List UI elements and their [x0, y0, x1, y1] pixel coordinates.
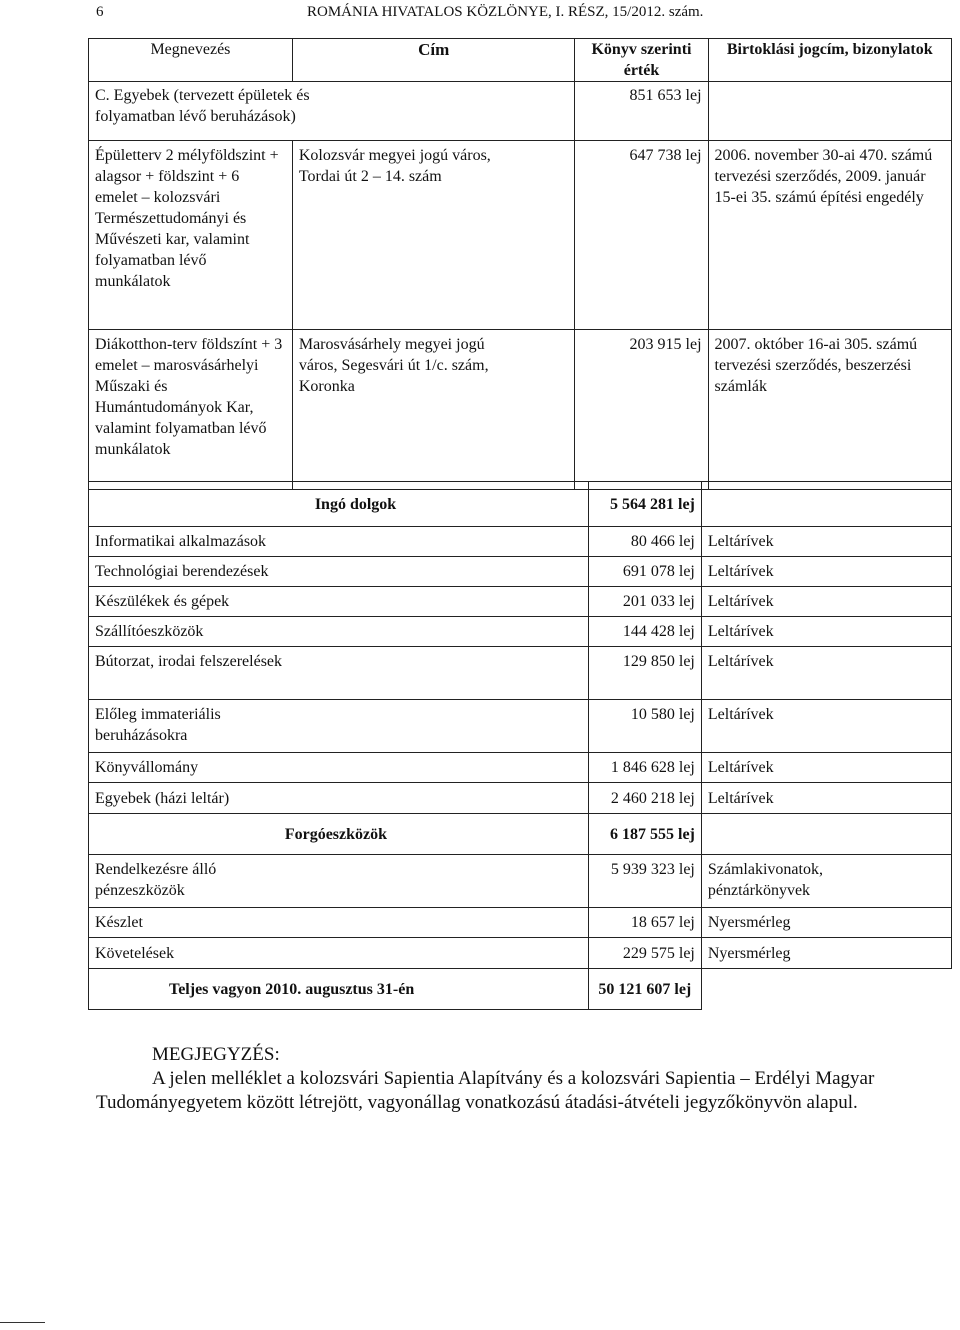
building-name: Épületterv 2 mélyföldszint + alagsor + földszint + 6 emelet – kolozsvári Természettudományi és Művészeti kar, valamint folyamatban lévő munkálatok	[89, 141, 293, 330]
movable-doc: Leltárívek	[701, 587, 951, 617]
movable-value: 144 428 lej	[588, 617, 701, 647]
current-asset-name: Követelések	[89, 938, 589, 969]
section-c-title: C. Egyebek (tervezett épületek és folyamatban lévő beruházások)	[89, 82, 575, 141]
current-assets-total-row	[89, 814, 952, 855]
movable-doc: Leltárívek	[701, 700, 951, 753]
table-row	[89, 700, 952, 753]
building-value: 647 738 lej	[575, 141, 708, 330]
movable-doc: Leltárívek	[701, 647, 951, 700]
movable-doc: Leltárívek	[701, 753, 951, 783]
current-asset-value: 18 657 lej	[588, 908, 701, 938]
table-row	[89, 855, 952, 908]
table-row	[89, 647, 952, 700]
current-asset-value: 5 939 323 lej	[588, 855, 701, 908]
table-row	[89, 753, 952, 783]
movable-doc: Leltárívek	[701, 783, 951, 814]
current-assets-total: 6 187 555 lej	[588, 814, 701, 855]
movable-name: Szállítóeszközök	[89, 617, 589, 647]
section-c-row	[89, 82, 952, 141]
table-header-row	[89, 39, 952, 82]
table-row	[89, 908, 952, 938]
table-row	[89, 783, 952, 814]
note-section	[96, 1043, 954, 1115]
col-header-address: Cím	[292, 39, 575, 82]
table-row	[89, 330, 952, 490]
building-address: Kolozsvár megyei jogú város, Tordai út 2 – 14. szám	[292, 141, 575, 330]
movable-doc: Leltárívek	[701, 617, 951, 647]
note-heading: MEGJEGYZÉS:	[152, 1044, 280, 1065]
table-row	[89, 587, 952, 617]
table-row	[89, 527, 952, 557]
movable-name: Bútorzat, irodai felszerelések	[89, 647, 589, 700]
assets-table-buildings	[88, 38, 952, 490]
section-c-value: 851 653 lej	[575, 82, 708, 141]
table-row	[89, 557, 952, 587]
movables-total-row	[89, 482, 952, 527]
movable-name: Egyebek (házi leltár)	[89, 783, 589, 814]
current-asset-name: Rendelkezésre álló pénzeszközök	[89, 855, 589, 908]
note-text: A jelen melléklet a kolozsvári Sapientia Alapítvány és a kolozsvári Sapientia – Erdélyi Magyar Tudományegyetem között létrejött, vagyonállag vonatkozású átadási-átvételi jegyzőkönyvön alapul.	[96, 1068, 875, 1113]
footer-rule	[0, 1322, 45, 1323]
current-asset-doc: Nyersmérleg	[701, 908, 951, 938]
table-row	[89, 617, 952, 647]
movable-name: Készülékek és gépek	[89, 587, 589, 617]
movable-value: 129 850 lej	[588, 647, 701, 700]
movable-doc: Leltárívek	[701, 527, 951, 557]
page-number: 6	[96, 4, 104, 20]
movable-value: 691 078 lej	[588, 557, 701, 587]
building-title-docs: 2007. október 16-ai 305. számú tervezési szerződés, beszerzési számlák	[708, 330, 951, 490]
current-asset-doc: Nyersmérleg	[701, 938, 951, 969]
grand-total-value: 50 121 607 lej	[588, 969, 701, 1010]
movables-total: 5 564 281 lej	[588, 482, 701, 527]
movable-value: 10 580 lej	[588, 700, 701, 753]
movable-name: Előleg immateriális beruházásokra	[89, 700, 589, 753]
building-title-docs: 2006. november 30-ai 470. számú tervezési szerződés, 2009. január 15-ei 35. számú építési engedély	[708, 141, 951, 330]
table-row	[89, 141, 952, 330]
col-header-value: Könyv szerinti érték	[575, 39, 708, 82]
grand-total-row	[89, 969, 952, 1010]
movable-doc: Leltárívek	[701, 557, 951, 587]
assets-table-movables	[88, 481, 952, 1010]
movable-value: 80 466 lej	[588, 527, 701, 557]
col-header-title: Birtoklási jogcím, bizonylatok	[708, 39, 951, 82]
current-asset-doc: Számlakivonatok, pénztárkönyvek	[701, 855, 951, 908]
current-asset-name: Készlet	[89, 908, 589, 938]
movable-value: 201 033 lej	[588, 587, 701, 617]
page-header-title: ROMÁNIA HIVATALOS KÖZLÖNYE, I. RÉSZ, 15/2012. szám.	[307, 4, 704, 20]
movable-name: Technológiai berendezések	[89, 557, 589, 587]
grand-total-label: Teljes vagyon 2010. augusztus 31-én	[89, 969, 589, 1010]
table-row	[89, 938, 952, 969]
current-assets-title: Forgóeszközök	[285, 814, 588, 855]
movable-value: 1 846 628 lej	[588, 753, 701, 783]
movable-value: 2 460 218 lej	[588, 783, 701, 814]
building-address: Marosvásárhely megyei jogú város, Segesvári út 1/c. szám, Koronka	[292, 330, 575, 490]
building-value: 203 915 lej	[575, 330, 708, 490]
current-asset-value: 229 575 lej	[588, 938, 701, 969]
movable-name: Könyvállomány	[89, 753, 589, 783]
building-name: Diákotthon-terv földszínt + 3 emelet – marosvásárhelyi Műszaki és Humántudományok Kar, valamint folyamatban lévő munkálatok	[89, 330, 293, 490]
movable-name: Informatikai alkalmazások	[89, 527, 589, 557]
movables-title: Ingó dolgok	[285, 482, 588, 527]
col-header-name: Megnevezés	[89, 39, 293, 82]
